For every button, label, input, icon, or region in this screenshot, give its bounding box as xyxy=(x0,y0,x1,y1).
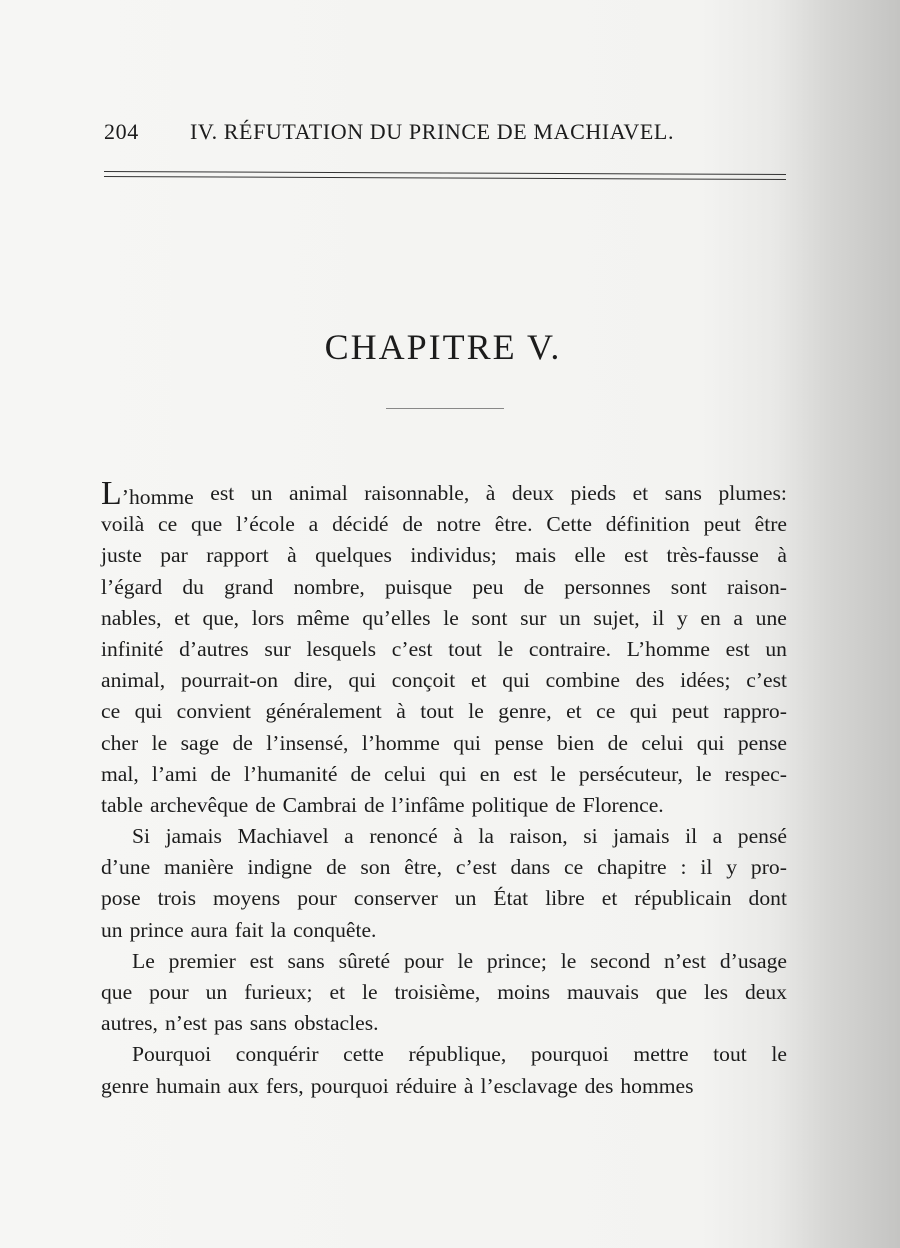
paragraph xyxy=(101,1039,787,1101)
text-line: voilà ce que l’école a décidé de notre être. Cette définition peut être xyxy=(101,512,787,537)
text-line: l’égard du grand nombre, puisque peu de personnes sont raison- xyxy=(101,574,787,599)
text-line: infinité d’autres sur lesquels c’est tout le contraire. L’homme est un xyxy=(101,636,787,661)
running-title: IV. RÉFUTATION DU PRINCE DE MACHIAVEL. xyxy=(190,119,675,144)
text-line: d’une manière indigne de son être, c’est dans ce chapitre : il y pro- xyxy=(101,855,787,880)
text-line: genre humain aux fers, pourquoi réduire à l’esclavage des hommes xyxy=(101,1073,694,1098)
text-line: un prince aura fait la conquête. xyxy=(101,917,377,942)
text-line: Le premier est sans sûreté pour le prince; le second n’est d’usage xyxy=(132,948,787,973)
page-number: 204 xyxy=(104,119,139,144)
text-line: table archevêque de Cambrai de l’infâme politique de Florence. xyxy=(101,792,664,817)
text-line: nables, et que, lors même qu’elles le sont sur un sujet, il y en a une xyxy=(101,605,787,630)
text-line: cher le sage de l’insensé, l’homme qui pense bien de celui qui pense xyxy=(101,730,787,755)
text-line: ce qui convient généralement à tout le genre, et ce qui peut rappro- xyxy=(101,699,787,724)
text-line: pose trois moyens pour conserver un État libre et républicain dont xyxy=(101,886,787,911)
text-line: que pour un furieux; et le troisième, moins mauvais que les deux xyxy=(101,980,787,1004)
header-double-rule xyxy=(104,171,786,180)
text-line: Pourquoi conquérir cette république, pourquoi mettre tout le xyxy=(132,1042,787,1067)
chapter-body xyxy=(101,475,787,1102)
text-line: juste par rapport à quelques individus; mais elle est très-fausse à xyxy=(101,543,787,568)
running-head xyxy=(104,119,724,153)
paragraph xyxy=(101,821,787,946)
text-line: L’homme est un animal raisonnable, à deux pieds et sans plumes: xyxy=(101,475,787,512)
chapter-ornament-rule xyxy=(386,408,504,409)
text-line: animal, pourrait-on dire, qui conçoit et qui combine des idées; c’est xyxy=(101,668,787,693)
chapter-title: CHAPITRE V. xyxy=(324,327,562,367)
paragraph xyxy=(101,946,787,1040)
paragraph xyxy=(101,475,787,821)
text-line: autres, n’est pas sans obstacles. xyxy=(101,1011,379,1036)
text-line: Si jamais Machiavel a renoncé à la raison, si jamais il a pensé xyxy=(132,824,787,849)
text-line: mal, l’ami de l’humanité de celui qui en est le persécuteur, le respec- xyxy=(101,761,787,786)
drop-initial: L xyxy=(101,475,122,512)
